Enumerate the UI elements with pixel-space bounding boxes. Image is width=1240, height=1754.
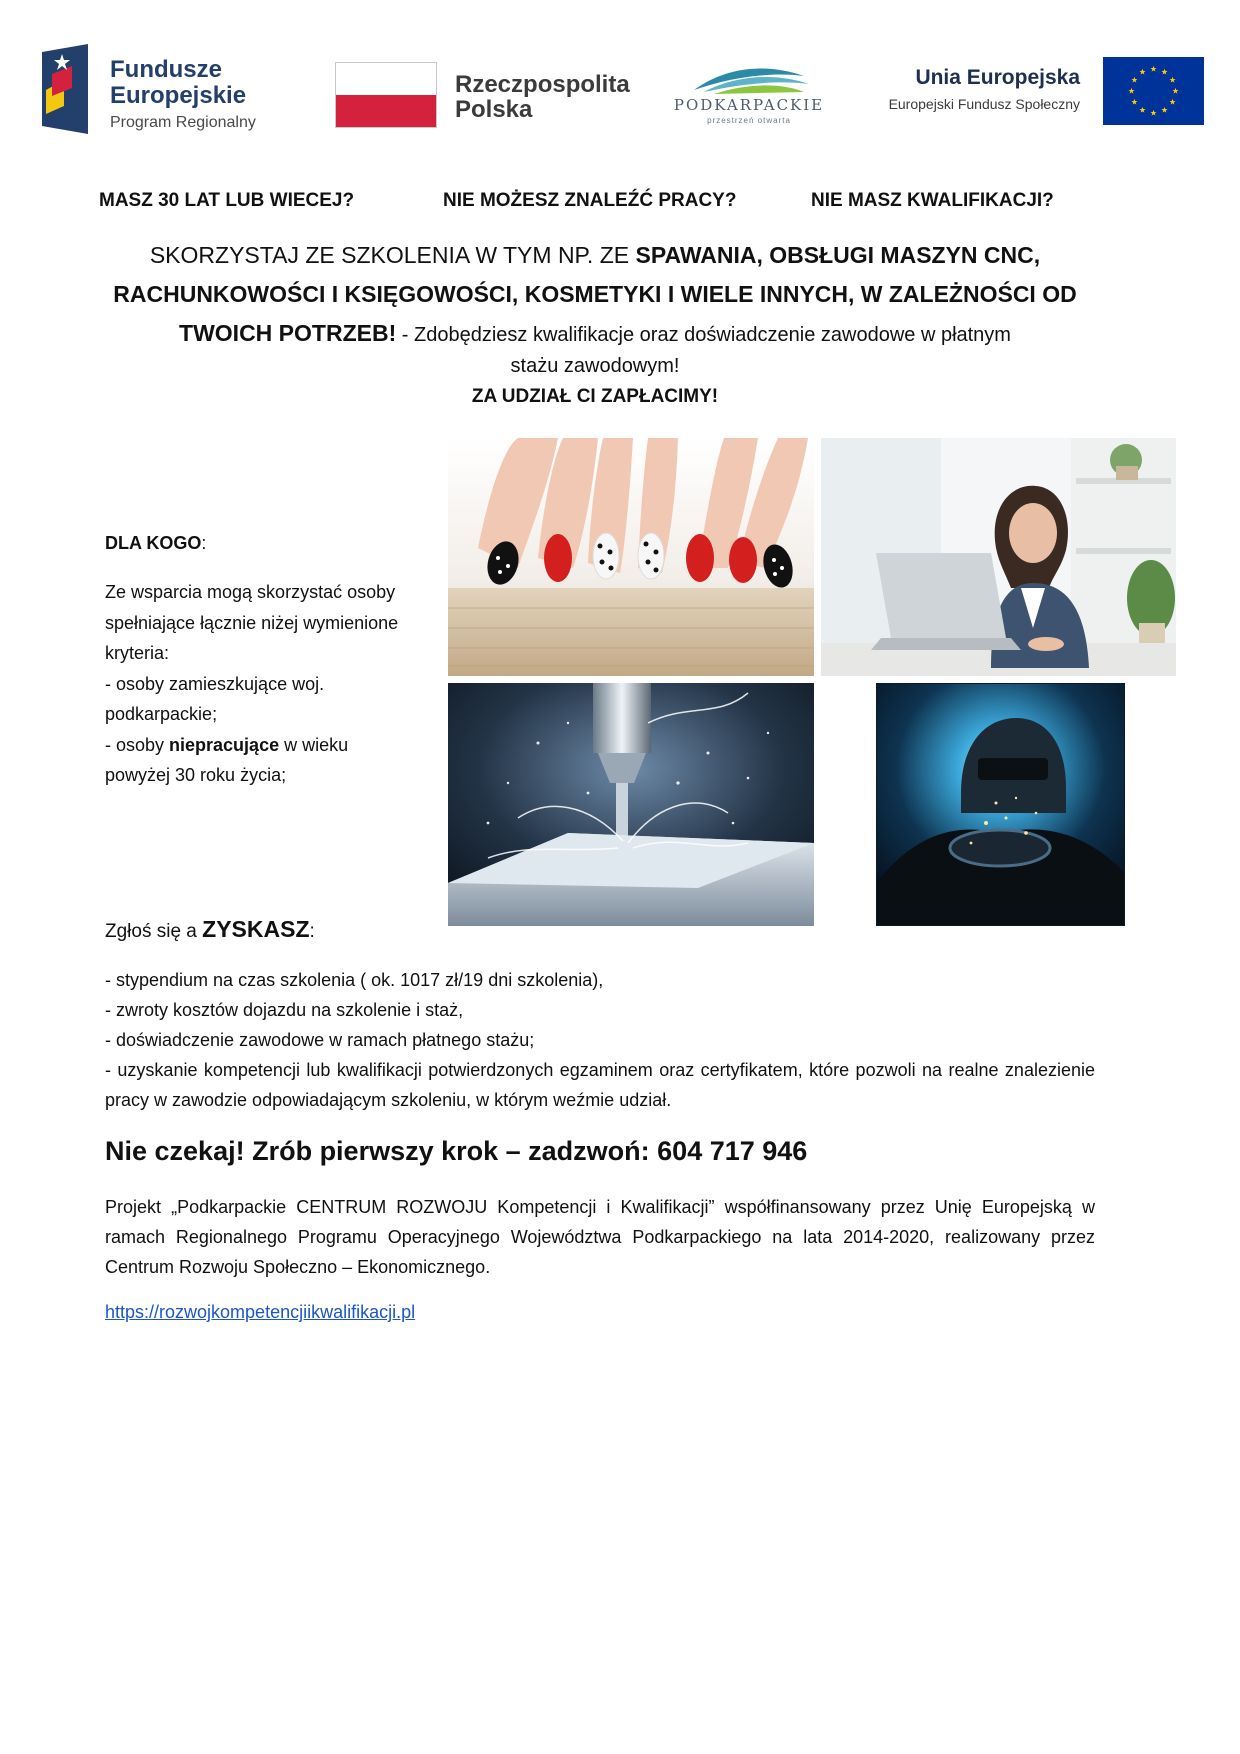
unia-europejska-text: Unia Europejska Europejski Fundusz Społeczny bbox=[888, 66, 1080, 112]
lead-rest-line1: Zdobędziesz kwalifikacje oraz doświadczenie zawodowe w płatnym bbox=[414, 324, 1011, 346]
welding-photo bbox=[876, 683, 1125, 926]
project-website-link[interactable]: https://rozwojkompetencjiikwalifikacji.pl bbox=[105, 1302, 416, 1322]
nails-photo bbox=[448, 438, 814, 676]
lead-dash: - bbox=[396, 324, 415, 346]
question-age: MASZ 30 LAT LUB WIECEJ? bbox=[99, 190, 355, 211]
benefit-item: - stypendium na czas szkolenia ( ok. 1017 zł/19 dni szkolenia), bbox=[105, 970, 604, 990]
eligibility-criteria bbox=[105, 577, 405, 791]
eu-flag-icon bbox=[1103, 57, 1204, 125]
fundusze-europejskie-logo-icon bbox=[42, 44, 88, 134]
benefit-item: - doświadczenie zawodowe w ramach płatnego stażu; bbox=[105, 1030, 535, 1050]
office-woman-laptop-photo bbox=[821, 438, 1176, 676]
question-qualifications: NIE MASZ KWALIFIKACJI? bbox=[811, 190, 1054, 211]
eligibility-item-residence: - osoby zamieszkujące woj. podkarpackie; bbox=[105, 673, 325, 724]
lead-paid-heading: ZA UDZIAŁ CI ZAPŁACIMY! bbox=[471, 386, 719, 407]
lead-paragraph bbox=[100, 236, 1090, 355]
lead-bold-trainings: SPAWANIA, OBSŁUGI MASZYN CNC, RACHUNKOWOŚCI I KSIĘGOWOŚCI, KOSMETYKI I WIELE INNYCH, W ZALEŻNOŚCI OD TWOICH POTRZEB! bbox=[113, 242, 1077, 346]
benefit-item: - zwroty kosztów dojazdu na szkolenie i staż, bbox=[105, 1000, 464, 1020]
polish-flag-icon bbox=[335, 62, 437, 128]
cnc-drill-photo bbox=[448, 683, 814, 926]
podkarpackie-tagline: przestrzeń otwarta bbox=[707, 116, 791, 125]
fundusze-europejskie-text: Fundusze Europejskie Program Regionalny bbox=[110, 56, 256, 131]
podkarpackie-name: PODKARPACKIE bbox=[673, 96, 825, 114]
eligibility-heading: DLA KOGO: bbox=[105, 533, 207, 553]
call-to-action-phone: Nie czekaj! Zrób pierwszy krok – zadzwoń: 604 717 946 bbox=[105, 1136, 808, 1166]
question-job: NIE MOŻESZ ZNALEŹĆ PRACY? bbox=[443, 190, 737, 211]
benefits-heading: Zgłoś się a ZYSKASZ: bbox=[105, 916, 315, 942]
lead-rest-line2: stażu zawodowym! bbox=[510, 355, 680, 377]
rzeczpospolita-polska-text: Rzeczpospolita Polska bbox=[455, 71, 630, 124]
benefit-item: - uzyskanie kompetencji lub kwalifikacji potwierdzonych egzaminem oraz certyfikatem, które pozwoli na realne znalezienie pracy w zawodzie odpowiadającym szkoleniu, w którym weźmie udział. bbox=[105, 1060, 1095, 1110]
lead-intro: SKORZYSTAJ ZE SZKOLENIA W TYM NP. ZE bbox=[149, 242, 636, 268]
eligibility-item-unemployed: - osoby niepracujące w wieku powyżej 30 roku życia; bbox=[105, 734, 349, 785]
project-description: Projekt „Podkarpackie CENTRUM ROZWOJU Kompetencji i Kwalifikacji” współfinansowany przez Unię Europejską w ramach Regionalnego Programu Operacyjnego Województwa Podkarpackiego na lata 2014-2020, realizowany przez Centrum Rozwoju Społeczno – Ekonomicznego. bbox=[105, 1197, 1095, 1277]
benefits-list bbox=[105, 965, 1095, 1115]
eligibility-intro: Ze wsparcia mogą skorzystać osoby spełniające łącznie niżej wymienione kryteria: bbox=[105, 582, 399, 663]
